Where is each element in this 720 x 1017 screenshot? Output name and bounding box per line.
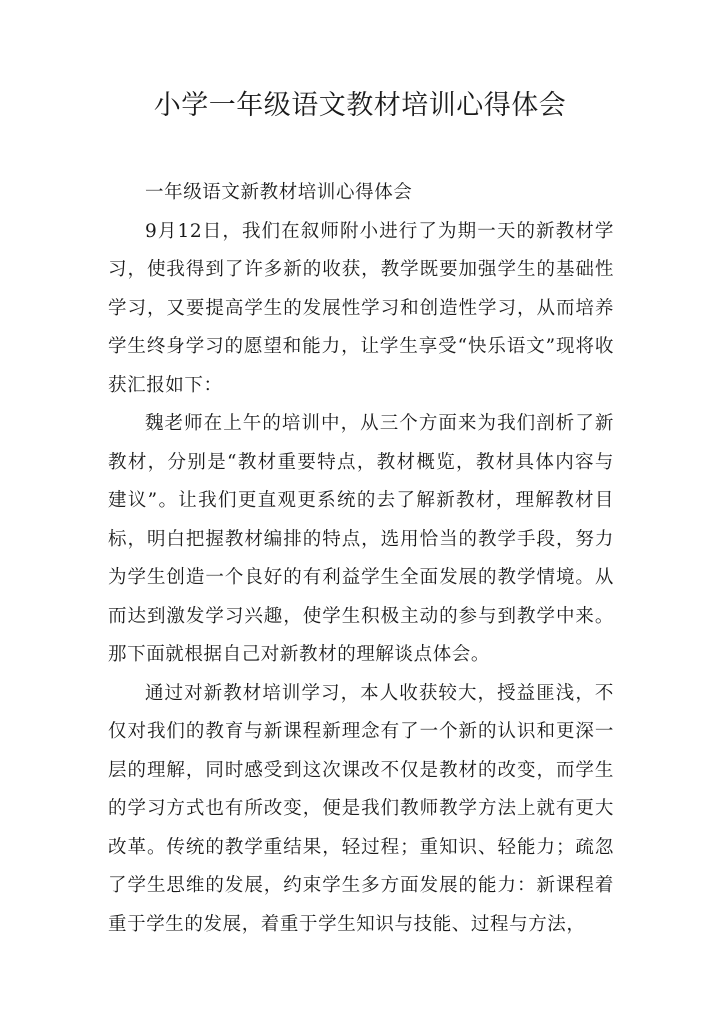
paragraph-3: 通过对新教材培训学习，本人收获较大，授益匪浅，不仅对我们的教育与新课程新理念有了一个新的认识和更深一层的理解，同时感受到这次课改不仅是教材的改变，而学生的学习方式也有所改变，便是我们教师教学方法上就有更大改革。传统的教学重结果，轻过程；重知识、轻能力；疏忽了学生思维的发展，约束学生多方面发展的能力：新课程着重于学生的发展，着重于学生知识与技能、过程与方法， [108,682,614,935]
document-subtitle: 一年级语文新教材培训心得体会 [145,182,413,203]
document-body [108,174,614,944]
document-title: 小学一年级语文教材培训心得体会 [153,90,567,121]
paragraph-2: 魏老师在上午的培训中，从三个方面来为我们剖析了新教材，分别是“教材重要特点，教材概览，教材具体内容与建议”。让我们更直观更系统的去了解新教材，理解教材目标，明白把握教材编排的特点，选用恰当的教学手段，努力为学生创造一个良好的有利益学生全面发展的教学情境。从而达到激发学习兴趣，使学生积极主动的参与到教学中来。那下面就根据自己对新教材的理解谈点体会。 [108,413,614,665]
paragraph-1: 9月12日，我们在叙师附小进行了为期一天的新教材学习，使我得到了许多新的收获，教学既要加强学生的基础性学习，又要提高学生的发展性学习和创造性学习，从而培养学生终身学习的愿望和能力，让学生享受“快乐语文”现将收获汇报如下： [108,220,614,396]
